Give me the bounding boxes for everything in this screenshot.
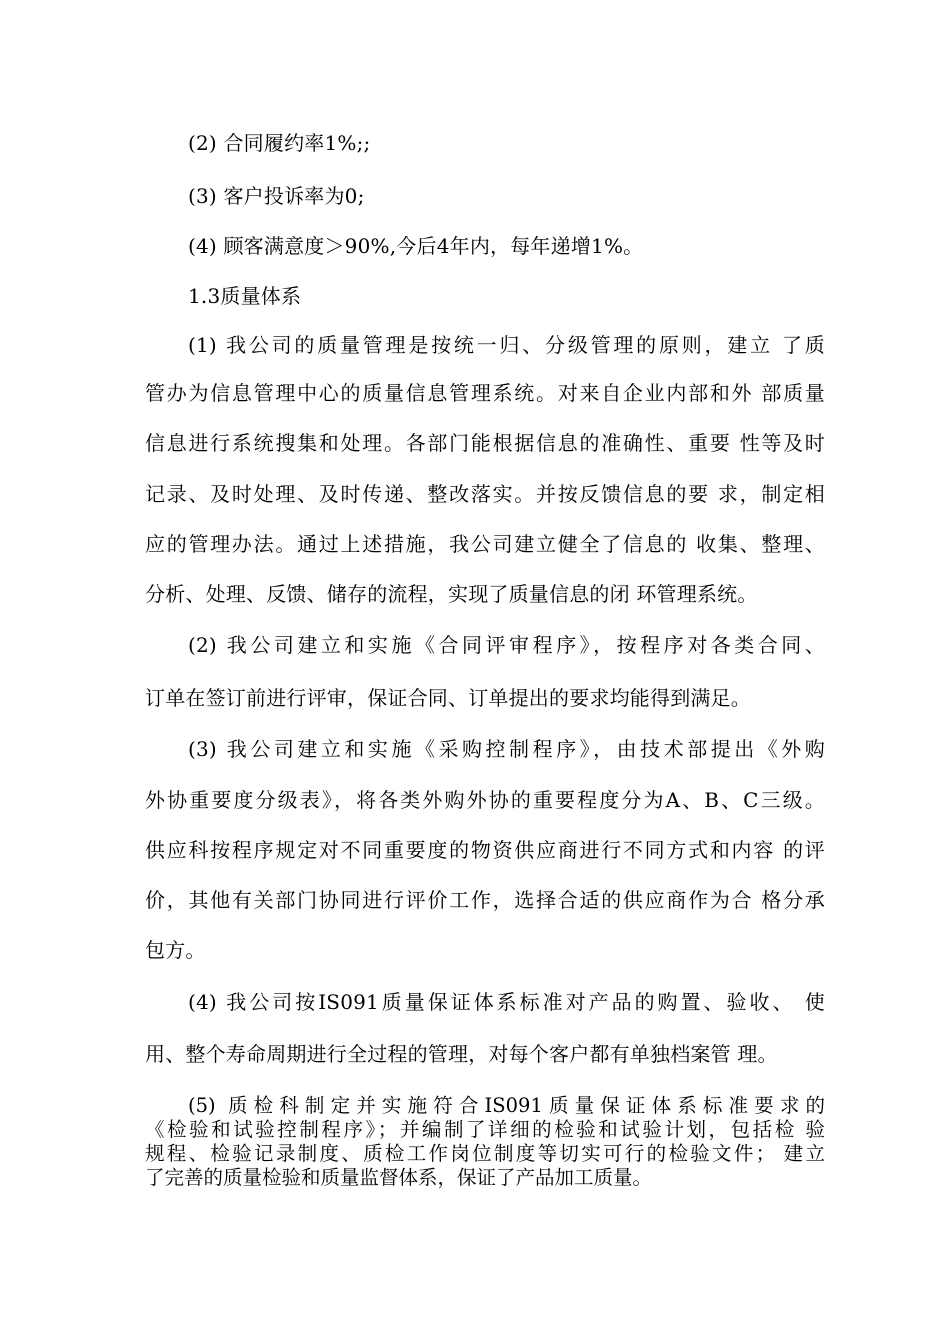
text-line: 记录、及时处理、及时传递、整改落实。并按反馈信息的要 求，制定相 <box>145 482 825 506</box>
text-line: 管办为信息管理中心的质量信息管理系统。对来自企业内部和外 部质量 <box>145 381 825 405</box>
text-line: 了完善的质量检验和质量监督体系，保证了产品加工质量。 <box>145 1166 653 1189</box>
text-line: 价，其他有关部门协同进行评价工作，选择合适的供应商作为合 格分承 <box>145 888 825 912</box>
text-line: 供应科按程序规定对不同重要度的物资供应商进行不同方式和内容 的评 <box>145 838 825 862</box>
text-line: (1) 我公司的质量管理是按统一归、分级管理的原则，建立 了质 <box>188 333 825 357</box>
text-line: 包方。 <box>145 938 206 962</box>
text-line: (4) 我公司按IS091质量保证体系标准对产品的购置、验收、 使 <box>188 990 825 1014</box>
text-line: 《检验和试验控制程序》；并编制了详细的检验和试验计划，包括检 验 <box>145 1118 825 1141</box>
text-line: 用、整个寿命周期进行全过程的管理，对每个客户都有单独档案管 理。 <box>145 1042 778 1066</box>
text-line: 外协重要度分级表》，将各类外购外协的重要程度分为A、B、C三级。 <box>145 788 825 812</box>
text-line: 规程、检验记录制度、质检工作岗位制度等切实可行的检验文件； 建立 <box>145 1142 825 1165</box>
text-line: (4) 顾客满意度＞90%,今后4年内，每年递增1%。 <box>188 234 644 258</box>
text-line: (3) 客户投诉率为0; <box>188 184 365 208</box>
text-line: (5) 质检科制定并实施符合IS091质量保证体系标准要求的 <box>188 1094 825 1117</box>
text-line: 信息进行系统搜集和处理。各部门能根据信息的准确性、重要 性等及时 <box>145 431 825 455</box>
text-line: (3) 我公司建立和实施《采购控制程序》，由技术部提出《外购 <box>188 737 825 761</box>
text-line: 订单在签订前进行评审，保证合同、订单提出的要求均能得到满足。 <box>145 686 751 710</box>
section-heading: 1.3质量体系 <box>188 284 302 308</box>
text-line: (2) 合同履约率1%;; <box>188 131 371 155</box>
text-line: 应的管理办法。通过上述措施，我公司建立健全了信息的 收集、整理、 <box>145 532 825 556</box>
text-line: 分析、处理、反馈、储存的流程，实现了质量信息的闭 环管理系统。 <box>145 582 758 606</box>
text-line: (2) 我公司建立和实施《合同评审程序》，按程序对各类合同、 <box>188 633 825 657</box>
